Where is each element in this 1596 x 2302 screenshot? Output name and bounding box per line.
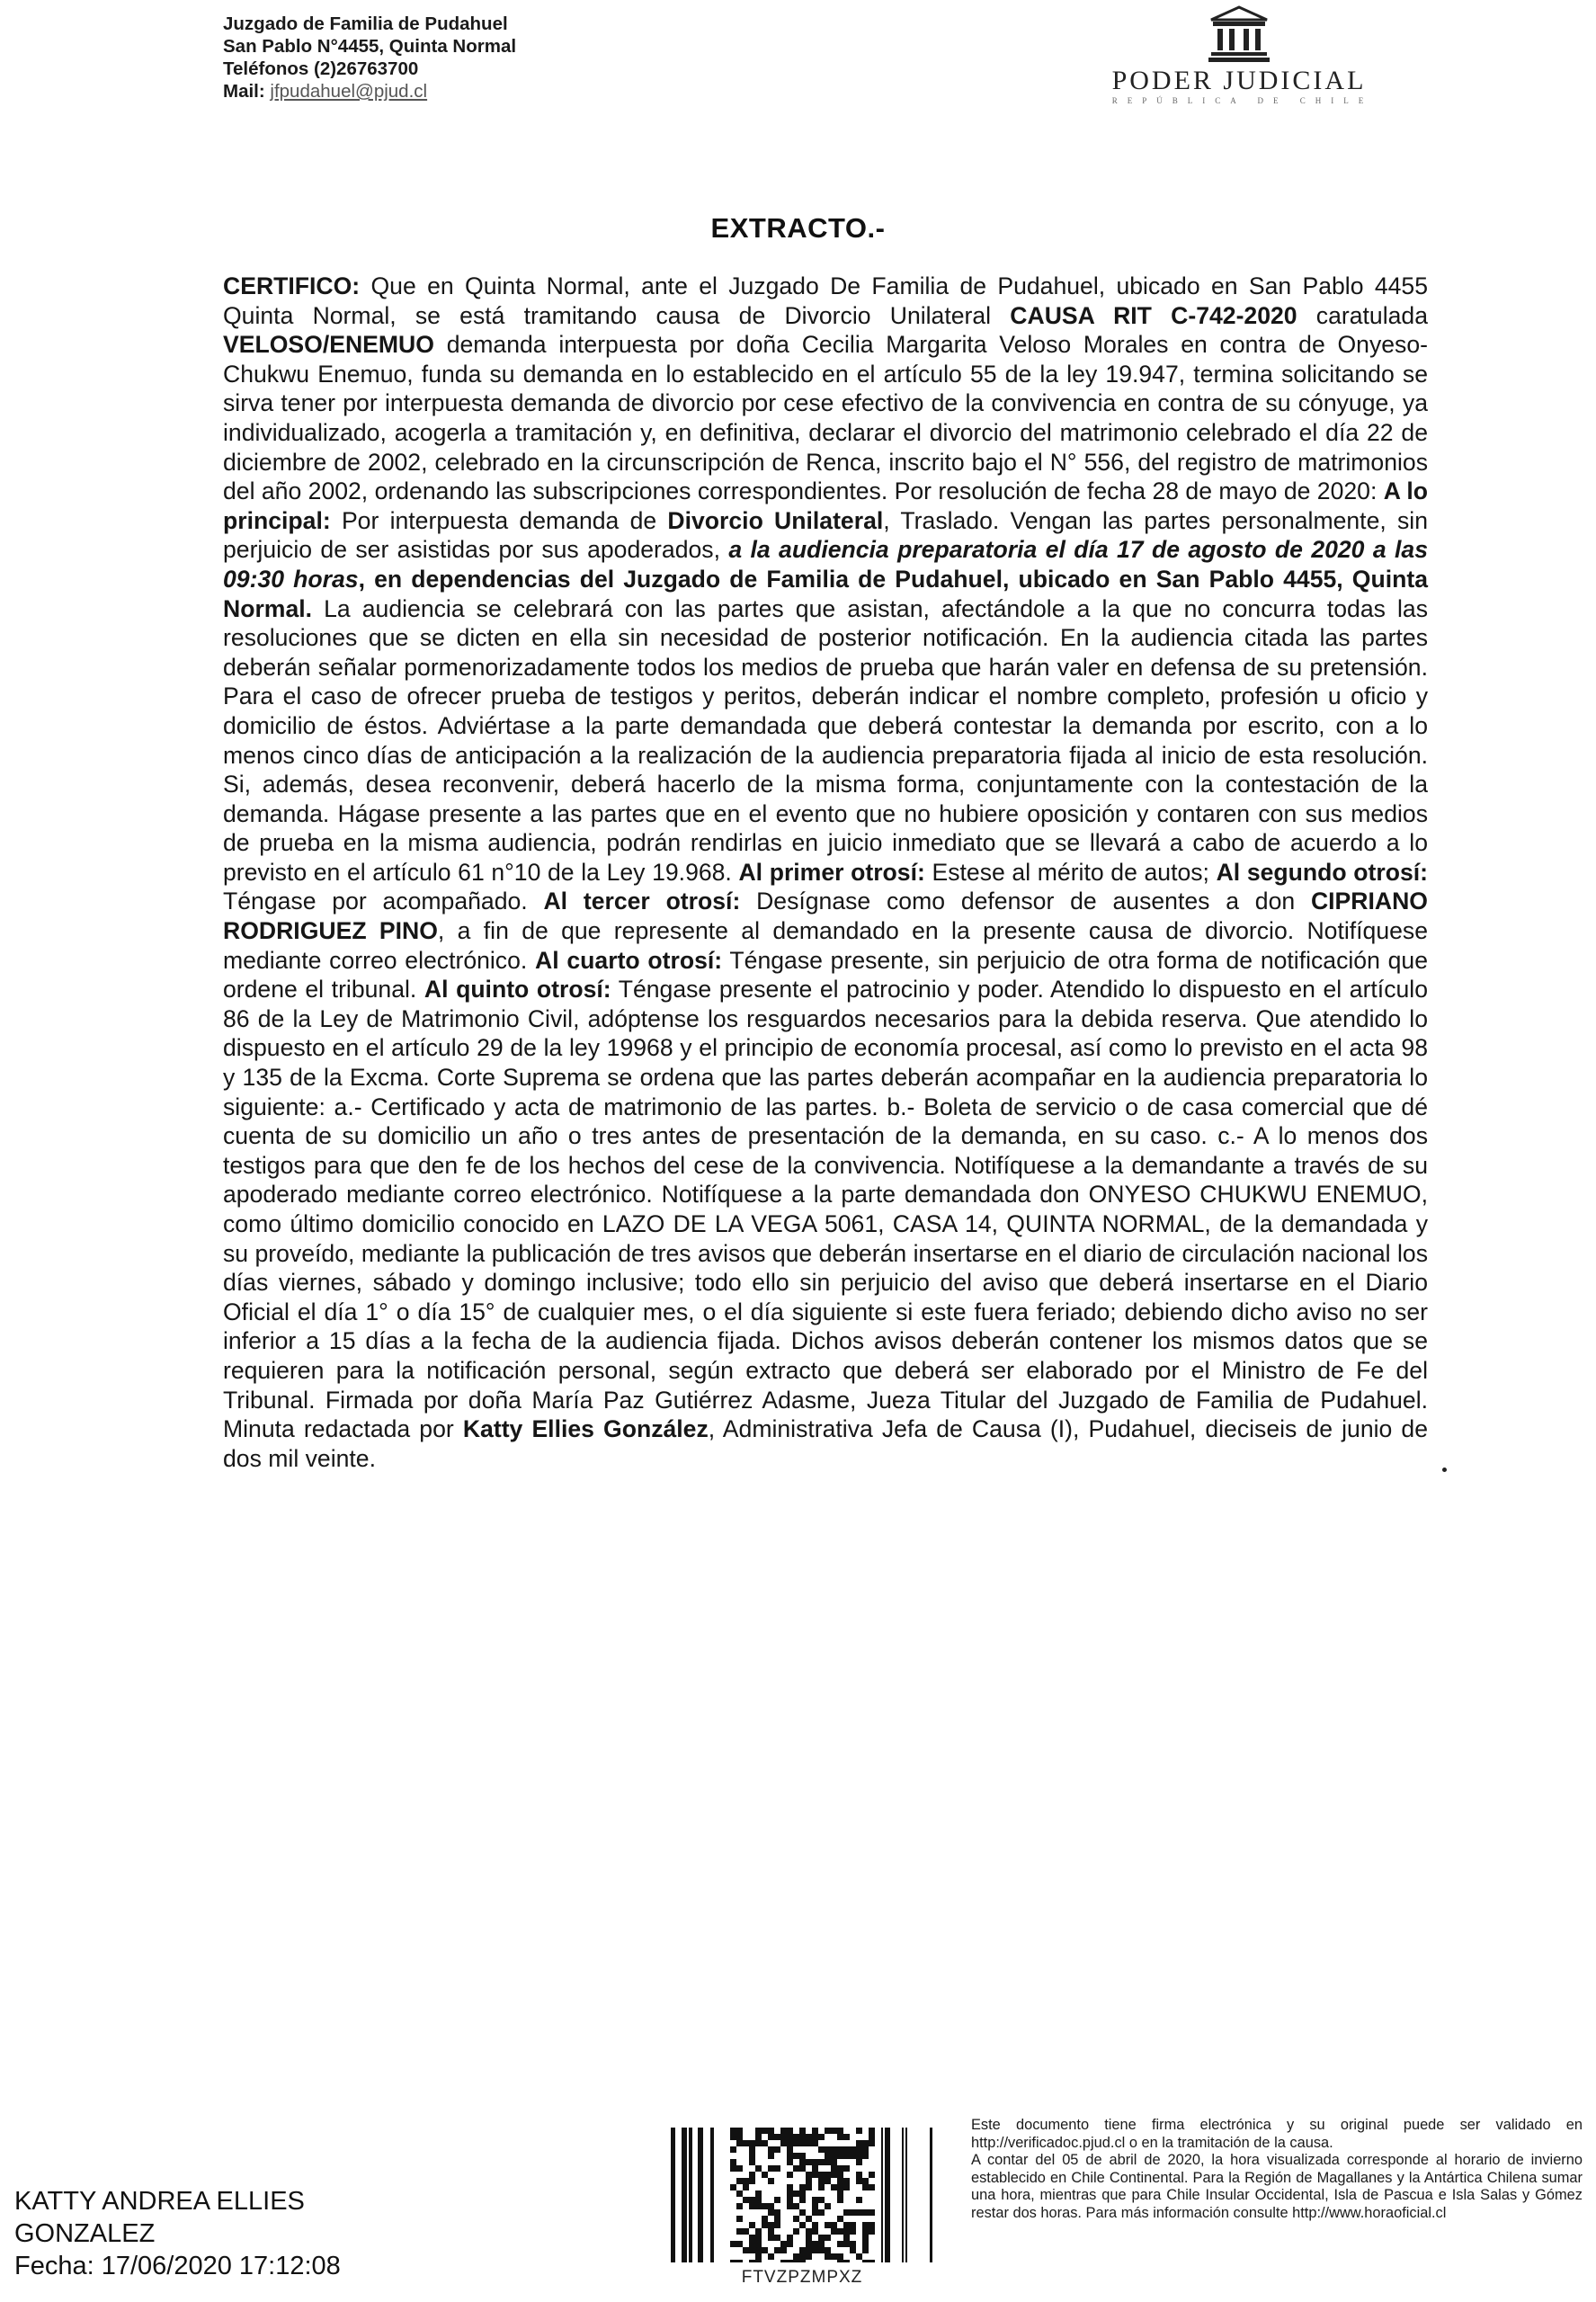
document-title: EXTRACTO.- [710, 212, 886, 244]
barcode-image [667, 2128, 937, 2262]
case-caption: VELOSO/ENEMUO [223, 331, 434, 359]
court-phone: Teléfonos (2)26763700 [223, 58, 419, 79]
body-text: Por interpuesta demanda de [330, 506, 668, 534]
scan-speck [1442, 1468, 1447, 1472]
poder-judicial-logo [1104, 5, 1374, 113]
body-text: , Traslado. Vengan las partes personalmente, sin perjuicio de ser asistidas por sus apoderados, [223, 506, 1429, 564]
timezone-note: A contar del 05 de abril de 2020, la hora visualizada corresponde al horario de invierno establecido en Chile Continental. Para la Región de Magallanes y la Antártica Chilena sumar una hora, mientras que para Chile Insular Occidental, Isla de Pascua e Isla Salas y Gómez restar dos horas. Para más información consulte http://www.horaoficial.cl [971, 2152, 1583, 2221]
section-label: Al segundo otrosí: [1216, 858, 1428, 886]
defensor-name: CIPRIANO RODRIGUEZ PINO [223, 888, 1428, 945]
body-text: Estese al mérito de autos; [924, 858, 1217, 886]
section-label: Al primer otrosí: [738, 858, 925, 886]
hearing-location: , en dependencias del Juzgado de Familia de Pudahuel, ubicado en San Pablo 4455, Quinta Normal. [223, 565, 1428, 622]
logo-name: PODER JUDICIAL [1111, 66, 1367, 95]
extract-body [223, 272, 1428, 1473]
case-number: CAUSA RIT C-742-2020 [1010, 301, 1297, 329]
drafter-name: Katty Ellies González [462, 1415, 709, 1443]
body-text: caratulada [1297, 301, 1428, 329]
court-address: San Pablo N°4455, Quinta Normal [223, 36, 517, 57]
body-text: Desígnase como defensor de ausentes a don [740, 888, 1311, 915]
logo-subtitle: REPÚBLICA DE CHILE [1111, 96, 1374, 105]
signer-name-line1: KATTY ANDREA ELLIES [14, 2187, 305, 2216]
body-text: demanda interpuesta por doña Cecilia Margarita Veloso Morales en contra de Onyeso-Chukwu Enemuo, funda su demanda en lo establecido en el artículo 55 de la ley 19.947, termina solicitando se sirva tener por interpuesta demanda de divorcio por cese efectivo de la convivencia en contra de su cónyuge, ya individualizado, acogerla a tramitación y, en definitiva, declarar el divorcio del matrimonio celebrado el día 22 de diciembre de 2002, celebrado en la circunscripción de Renca, inscrito bajo el N° 556, del registro de matrimonios del año 2002, ordenando las subscripciones correspondientes. Por resolución de fecha 28 de mayo de 2020: [223, 331, 1428, 505]
court-name: Juzgado de Familia de Pudahuel [223, 13, 508, 34]
signature-date: Fecha: 17/06/2020 17:12:08 [14, 2252, 341, 2280]
body-text: Téngase presente, sin perjuicio de otra forma de notificación que ordene el tribunal. [223, 946, 1428, 1004]
case-type: Divorcio Unilateral [667, 506, 884, 534]
signature-block [14, 2185, 437, 2282]
court-mail-line [223, 80, 691, 103]
validation-notes [971, 2117, 1583, 2223]
section-label: Al tercer otrosí: [543, 888, 741, 915]
body-text: , Administrativa Jefa de Causa (I), Pudahuel, dieciseis de junio de dos mil veinte. [223, 1415, 1428, 1472]
signer-name-line2: GONZALEZ [14, 2219, 156, 2248]
section-label: Al cuarto otrosí: [535, 946, 723, 974]
body-text: Téngase presente el patrocinio y poder. Atendido lo dispuesto en el artículo 86 de la Ley de Matrimonio Civil, adóptense los resguardos necesarios para la debida reserva. Que atendido lo dispuesto en el artículo 29 de la ley 19968 y el principio de economía procesal, así como lo previsto en el acta 98 y 135 de la Excma. Corte Suprema se ordena que las partes deberán acompañar en la audiencia preparatoria lo siguiente: a.- Certificado y acta de matrimonio de las partes. b.- Boleta de servicio o de casa comercial que dé cuenta de su domicilio un año o tres antes de presentación de la demanda, en su caso. c.- A lo menos dos testigos para que den fe de los hechos del cese de la convivencia. Notifíquese a la demandante a través de su apoderado mediante correo electrónico. Notifíquese a la parte demandada don ONYESO CHUKWU ENEMUO, como último domicilio conocido en LAZO DE LA VEGA 5061, CASA 14, QUINTA NORMAL, de la demandada y su proveído, mediante la publicación de tres avisos que deberán insertarse en el diario de circulación nacional los días viernes, sábado y domingo inclusive; todo ello sin perjuicio del aviso que deberá insertarse en el Diario Oficial el día 1° o día 15° de cualquier mes, o el día siguiente si este fuera feriado; debiendo dicho aviso no ser inferior a 15 días a la fecha de la audiencia fijada. Dichos avisos deberán contener los mismos datos que se requieren para la notificación personal, según extracto que deberá ser elaborado por el Ministro de Fe del Tribunal. Firmada por doña María Paz Gutiérrez Adasme, Jueza Titular del Juzgado de Familia de Pudahuel. Minuta redactada por [223, 976, 1428, 1443]
body-text: Téngase por acompañado. [223, 888, 544, 915]
body-text: Que en Quinta Normal, ante el Juzgado De Familia de Pudahuel, ubicado en San Pablo 4455 Quinta Normal, se está tramitando causa de Divorcio Unilateral [223, 272, 1428, 329]
section-label: Al quinto otrosí: [424, 976, 611, 1004]
mail-label: Mail: [223, 81, 265, 102]
certifico-label: CERTIFICO: [223, 272, 361, 299]
body-text: La audiencia se celebrará con las partes que asistan, afectándole a la que no concurra todas las resoluciones que se dicten en ella sin necesidad de posterior notificación. En la audiencia citada las partes deberán señalar pormenorizadamente todos los medios de prueba que harán valer en defensa de su pretensión. Para el caso de ofrecer prueba de testigos y peritos, deberán indicar el nombre completo, profesión u oficio y domicilio de éstos. Adviértase a la parte demandada que deberá contestar la demanda por escrito, con a lo menos cinco días de anticipación a la realización de la audiencia preparatoria fijada al inicio de esta resolución. Si, además, desea reconvenir, deberá hacerlo de la misma forma, conjuntamente con la contestación de la demanda. Hágase presente a las partes que en el evento que no hubiere oposición y contaren con sus medios de prueba en la misma audiencia, podrán rendirlas en juicio inmediato que se llevará a cabo de acuerdo a lo previsto en el artículo 61 n°10 de la Ley 19.968. [223, 594, 1428, 886]
validation-note: Este documento tiene firma electrónica y su original puede ser validado en http://verificadoc.pjud.cl o en la tramitación de la causa. [971, 2117, 1583, 2151]
body-text: , a fin de que represente al demandado en la presente causa de divorcio. Notifíquese mediante correo electrónico. [223, 917, 1428, 974]
section-label: A lo principal: [223, 477, 1428, 534]
hearing-date: a la audiencia preparatoria el día 17 de agosto de 2020 a las 09:30 horas [223, 536, 1428, 593]
mail-link[interactable]: jfpudahuel@pjud.cl [270, 81, 428, 102]
barcode-code: FTVZPZMPXZ [741, 2268, 863, 2287]
court-info [223, 13, 691, 103]
courthouse-icon [1208, 5, 1271, 63]
